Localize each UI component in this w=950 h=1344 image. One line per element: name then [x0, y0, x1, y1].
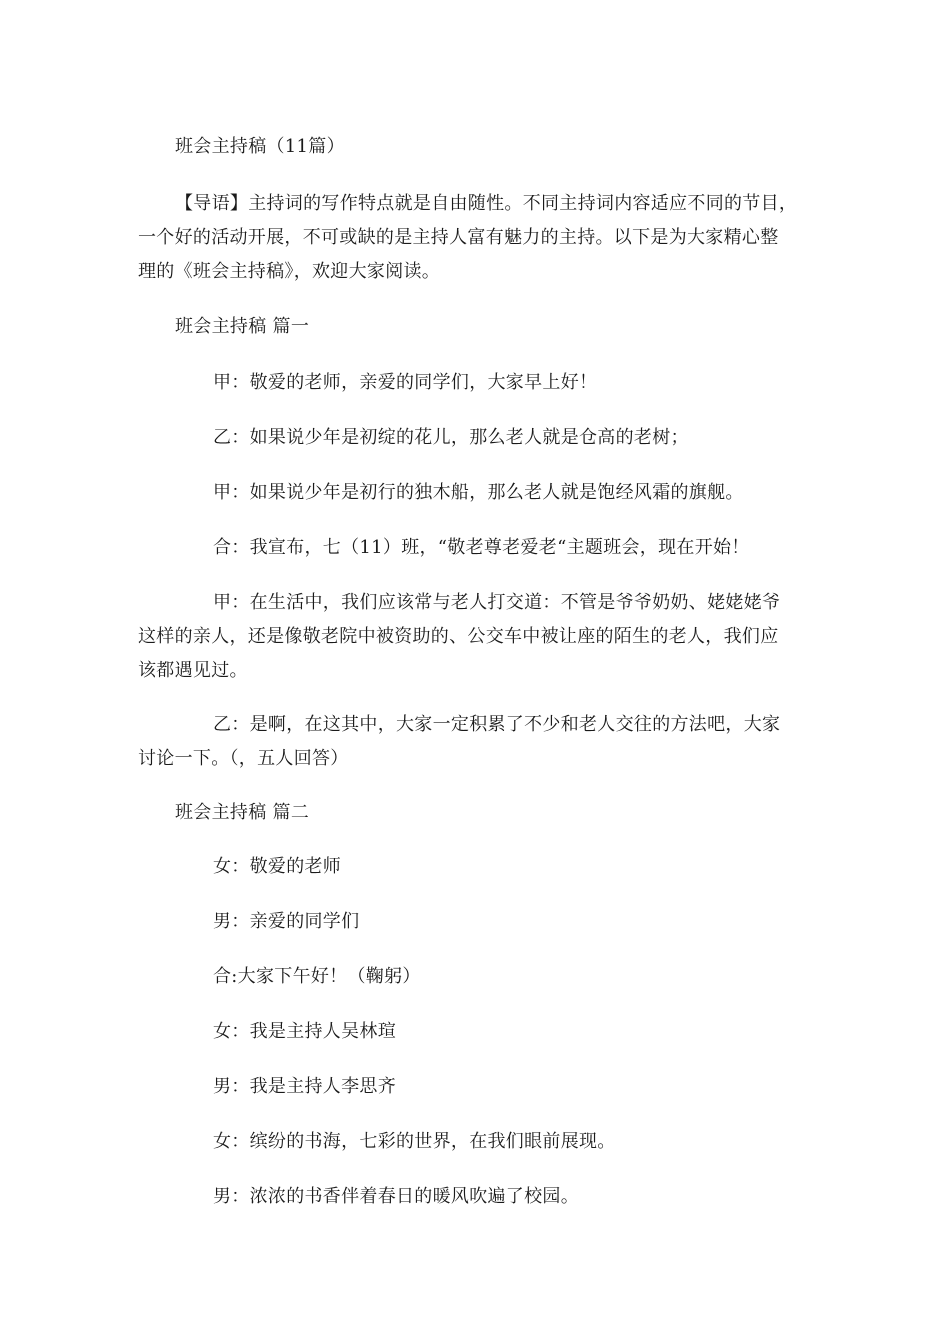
dialogue-paragraph-line: 这样的亲人，还是像敬老院中被资助的、公交车中被让座的陌生的老人，我们应	[138, 626, 779, 647]
document-title: 班会主持稿（11篇）	[175, 136, 345, 157]
dialogue-line: 男：浓浓的书香伴着春日的暖风吹遍了校园。	[213, 1186, 579, 1207]
intro-line-2: 一个好的活动开展，不可或缺的是主持人富有魅力的主持。以下是为大家精心整	[138, 227, 779, 248]
dialogue-paragraph-line: 讨论一下。（，五人回答）	[138, 748, 349, 769]
dialogue-paragraph-line: 该都遇见过。	[138, 660, 248, 681]
intro-line-1: 【导语】主持词的写作特点就是自由随性。不同主持词内容适应不同的节目，	[175, 193, 798, 214]
dialogue-line: 甲：如果说少年是初行的独木船，那么老人就是饱经风霜的旗舰。	[213, 482, 744, 503]
dialogue-line: 乙：如果说少年是初绽的花儿，那么老人就是仓高的老树；	[213, 427, 689, 448]
section-heading-2: 班会主持稿 篇二	[175, 802, 310, 823]
dialogue-paragraph-line: 乙：是啊，在这其中，大家一定积累了不少和老人交往的方法吧，大家	[213, 714, 781, 735]
dialogue-line: 合:大家下午好！（鞠躬）	[213, 966, 421, 987]
dialogue-line: 合：我宣布，七（11）班，“敬老尊老爱老“主题班会，现在开始！	[213, 537, 750, 558]
dialogue-line: 甲：敬爱的老师，亲爱的同学们，大家早上好！	[213, 372, 598, 393]
dialogue-paragraph-line: 甲：在生活中，我们应该常与老人打交道：不管是爷爷奶奶、姥姥姥爷	[213, 592, 781, 613]
dialogue-line: 男：亲爱的同学们	[213, 911, 360, 932]
section-heading-1: 班会主持稿 篇一	[175, 316, 310, 337]
intro-line-3: 理的《班会主持稿》，欢迎大家阅读。	[138, 261, 441, 282]
dialogue-line: 女：缤纷的书海，七彩的世界，在我们眼前展现。	[213, 1131, 616, 1152]
dialogue-line: 男：我是主持人李思齐	[213, 1076, 396, 1097]
dialogue-line: 女：我是主持人吴林瑄	[213, 1021, 396, 1042]
dialogue-line: 女：敬爱的老师	[213, 856, 342, 877]
